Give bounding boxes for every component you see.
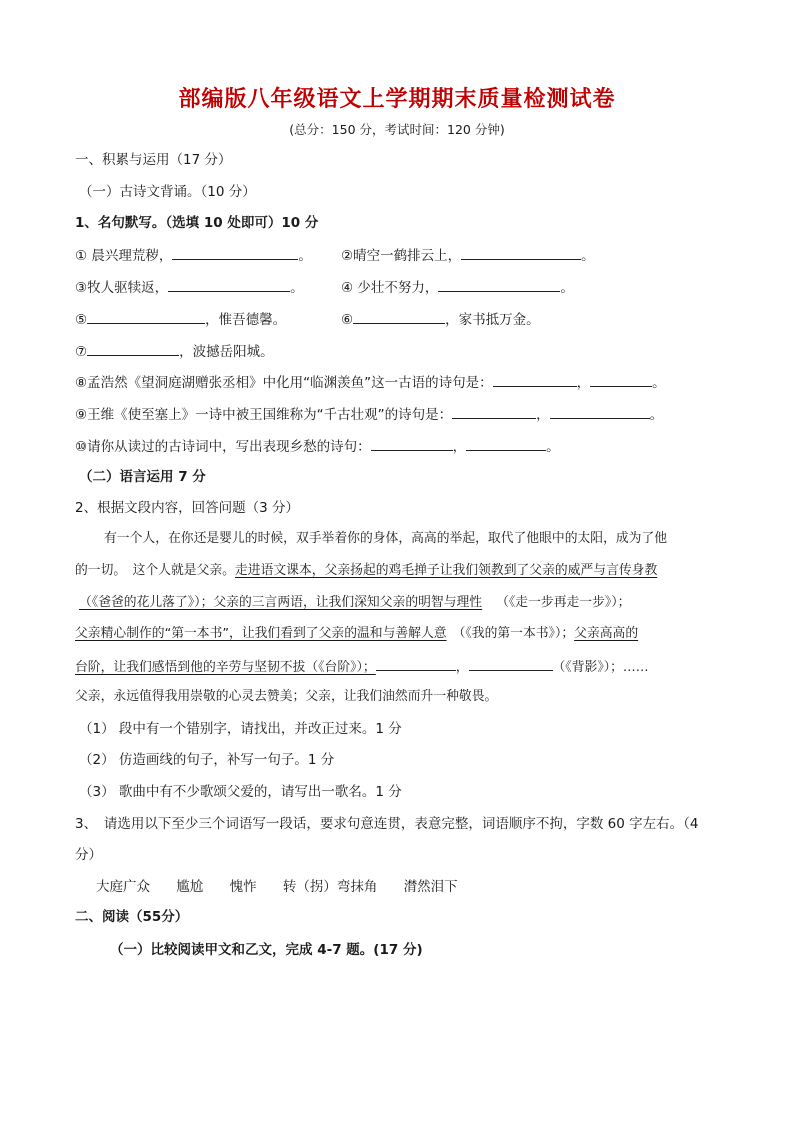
answer-blank[interactable] <box>466 436 546 451</box>
underlined-sentence: 父亲精心制作的“第一本书”，让我们看到了父亲的温和与善解人意 <box>75 626 447 641</box>
subquestion-3: （3） 歌曲中有不少歌颂父爱的，请写出一歌名。1 分 <box>79 784 402 800</box>
answer-blank[interactable] <box>550 404 650 419</box>
subquestion-2: （2） 仿造画线的句子，补写一句子。1 分 <box>79 752 335 768</box>
underlined-sentence: 台阶，让我们感悟到他的辛劳与坚韧不拔（《台阶》）； <box>75 660 376 675</box>
word-item: 尴尬 <box>176 879 204 895</box>
answer-blank[interactable] <box>461 245 581 260</box>
fill-item-8: ⑧孟浩然《望洞庭湖赠张丞相》中化用“临渊羡鱼”这一古语的诗句是： ， 。 <box>75 372 666 393</box>
question2-heading: 2、根据文段内容，回答问题（3 分） <box>75 500 299 516</box>
fill-item-4: ④ 少壮不努力， 。 <box>341 277 574 298</box>
word-item: 转（拐）弯抹角 <box>282 879 378 895</box>
question1-heading: 1、名句默写。（选填 10 处即可）10 分 <box>75 215 319 231</box>
answer-blank[interactable] <box>469 656 553 671</box>
word-item: 潸然泪下 <box>403 879 458 895</box>
answer-blank[interactable] <box>493 372 577 387</box>
passage-line: 的一切。 这个人就是父亲。走进语文课本，父亲扬起的鸡毛掸子让我们领教到了父亲的威严与言传身教 <box>75 563 658 578</box>
subquestion-1: （1） 段中有一个错别字，请找出，并改正过来。1 分 <box>79 721 402 737</box>
section1-heading: 一、积累与运用（17 分） <box>75 152 232 168</box>
part2-heading: （二）语言运用 7 分 <box>79 469 206 485</box>
word-list <box>96 877 480 897</box>
fill-item-5: ⑤ ，惟吾德馨。 <box>75 309 286 330</box>
answer-blank[interactable] <box>590 372 652 387</box>
fill-item-1: ① 晨兴理荒秽， 。 <box>75 245 312 266</box>
passage-line: 父亲精心制作的“第一本书”，让我们看到了父亲的温和与善解人意 （《我的第一本书》）；父亲高高的 <box>75 626 639 641</box>
word-item: 大庭广众 <box>96 879 150 895</box>
word-item: 愧怍 <box>229 879 257 895</box>
answer-blank[interactable] <box>172 245 298 260</box>
fill-item-7: ⑦ ，波撼岳阳城。 <box>75 341 274 362</box>
underlined-sentence: （《爸爸的花儿落了》）；父亲的三言两语，让我们深知父亲的明智与理性 <box>79 595 483 610</box>
answer-blank[interactable] <box>87 341 179 356</box>
fill-item-3: ③牧人驱犊返， 。 <box>75 277 304 298</box>
fill-item-9: ⑨王维《使至塞上》一诗中被王国维称为“千古壮观”的诗句是： ， 。 <box>75 404 663 425</box>
passage-line: （《爸爸的花儿落了》）；父亲的三言两语，让我们深知父亲的明智与理性 （《走一步再走一步》）； <box>79 595 631 610</box>
page-title: 部编版八年级语文上学期期末质量检测试卷 <box>178 86 616 112</box>
exam-info: (总分：150 分，考试时间：120 分钟) <box>289 122 505 137</box>
passage-line: 有一个人，在你还是婴儿的时候，双手举着你的身体，高高的举起，取代了他眼中的太阳，成为了他 <box>104 531 668 546</box>
fill-item-10: ⑩请你从读过的古诗词中，写出表现乡愁的诗句： ， 。 <box>75 436 560 457</box>
answer-blank[interactable] <box>376 656 456 671</box>
section2-part1-heading: （一）比较阅读甲文和乙文，完成 4-7 题。(17 分) <box>110 942 423 958</box>
part1-heading: （一）古诗文背诵。（10 分） <box>79 184 256 200</box>
answer-blank[interactable] <box>168 277 290 292</box>
answer-blank[interactable] <box>452 404 536 419</box>
answer-blank[interactable] <box>438 277 560 292</box>
fill-item-6: ⑥ ，家书抵万金。 <box>341 309 540 330</box>
question3: 3、 请选用以下至少三个词语写一段话，要求句意连贯，表意完整，词语顺序不拘，字数 60 字左右。（4 <box>75 816 699 832</box>
fill-item-2: ②晴空一鹤排云上， 。 <box>341 245 595 266</box>
section2-heading: 二、阅读（55分） <box>75 909 189 925</box>
answer-blank[interactable] <box>371 436 453 451</box>
underlined-sentence: 走进语文课本，父亲扬起的鸡毛掸子让我们领教到了父亲的威严与言传身教 <box>234 563 658 578</box>
question3-continued: 分） <box>75 847 102 863</box>
passage-line: 台阶，让我们感悟到他的辛劳与坚韧不拔（《台阶》）； ， （《背影》）；…… <box>75 656 649 678</box>
answer-blank[interactable] <box>87 309 205 324</box>
passage-line: 父亲，永远值得我用崇敬的心灵去赞美；父亲，让我们油然而升一种敬畏。 <box>75 689 498 704</box>
answer-blank[interactable] <box>353 309 445 324</box>
